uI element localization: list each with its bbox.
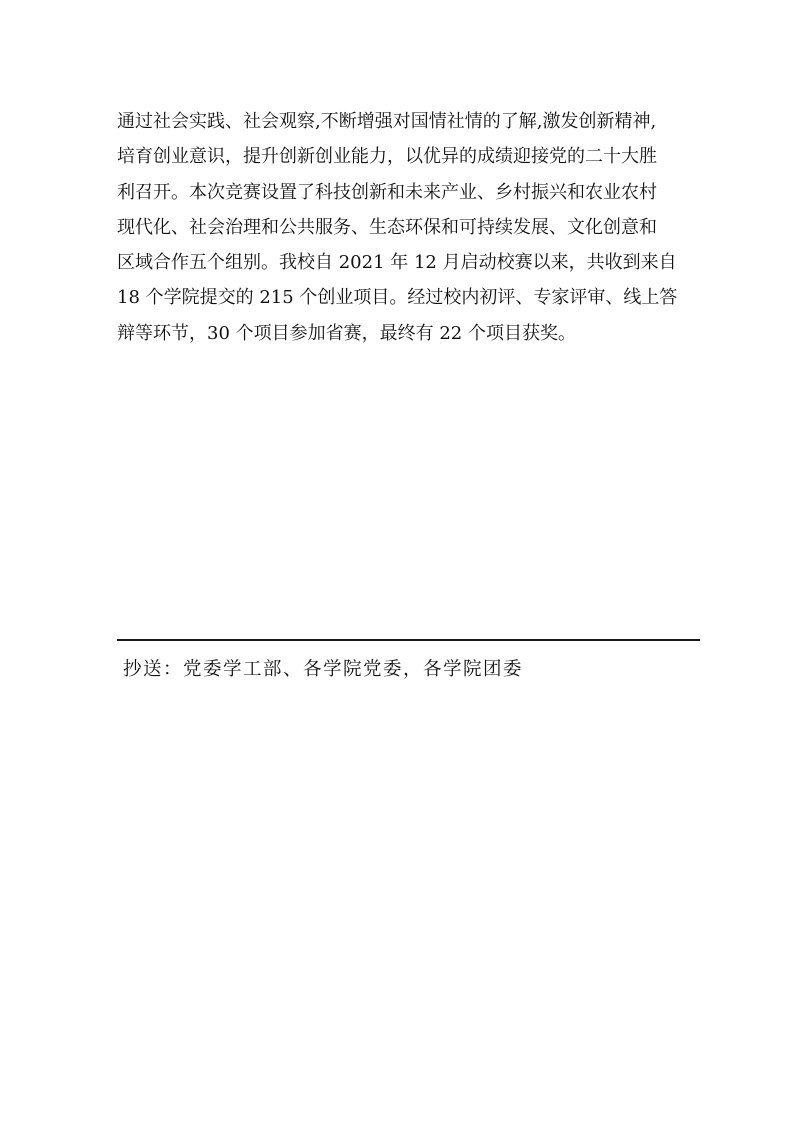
body-line-6: 18 个学院提交的 215 个创业项目。经过校内初评、专家评审、线上答 [117, 287, 678, 309]
cc-recipients: 抄送：党委学工部、各学院党委，各学院团委 [123, 659, 524, 680]
body-line-7: 辩等环节，30 个项目参加省赛，最终有 22 个项目获奖。 [117, 322, 576, 344]
body-line-3: 利召开。本次竞赛设置了科技创新和未来产业、乡村振兴和农业农村 [117, 181, 657, 203]
body-line-1: 通过社会实践、社会观察,不断增强对国情社情的了解,激发创新精神, [117, 111, 657, 132]
body-line-4: 现代化、社会治理和公共服务、生态环保和可持续发展、文化创意和 [117, 216, 657, 238]
divider-line [117, 639, 700, 641]
body-line-5: 区域合作五个组别。我校自 2021 年 12 月启动校赛以来，共收到来自 [117, 252, 677, 274]
body-line-2: 培育创业意识，提升创新创业能力，以优异的成绩迎接党的二十大胜 [117, 146, 657, 168]
body-paragraph [117, 104, 703, 351]
